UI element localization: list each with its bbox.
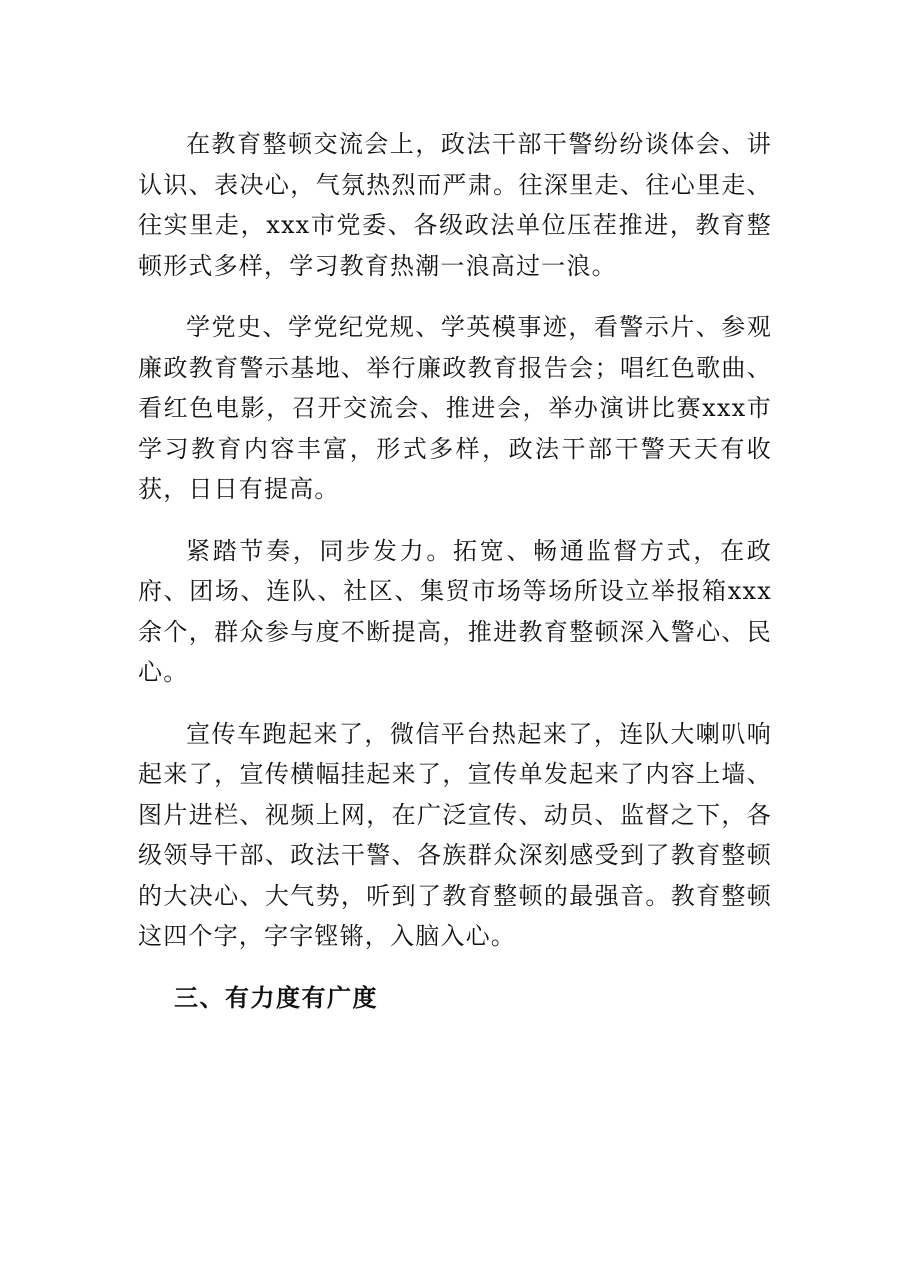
- paragraph-supervision: 紧踏节奏，同步发力。拓宽、畅通监督方式，在政府、团场、连队、社区、集贸市场等场所设立举报箱xxx余个，群众参与度不断提高，推进教育整顿深入警心、民心。: [138, 536, 772, 686]
- paragraph-study-activities: 学党史、学党纪党规、学英模事迹，看警示片、参观廉政教育警示基地、举行廉政教育报告会；唱红色歌曲、看红色电影，召开交流会、推进会，举办演讲比赛xxx市学习教育内容丰富，形式多样，政法干部干警天天有收获，日日有提高。: [138, 313, 772, 503]
- document-body: [138, 124, 772, 1018]
- paragraph-exchange-meeting: 在教育整顿交流会上，政法干部干警纷纷谈体会、讲认识、表决心，气氛热烈而严肃。往深里走、往心里走、往实里走，xxx市党委、各级政法单位压茬推进，教育整顿形式多样，学习教育热潮一浪高过一浪。: [138, 130, 772, 280]
- section-heading: 三、有力度有广度: [174, 983, 378, 1012]
- paragraph-publicity: 宣传车跑起来了，微信平台热起来了，连队大喇叭响起来了，宣传横幅挂起来了，宣传单发起来了内容上墙、图片进栏、视频上网，在广泛宣传、动员、监督之下，各级领导干部、政法干警、各族群众深刻感受到了教育整顿的大决心、大气势，听到了教育整顿的最强音。教育整顿这四个字，字字铿锵，入脑入心。: [138, 719, 772, 950]
